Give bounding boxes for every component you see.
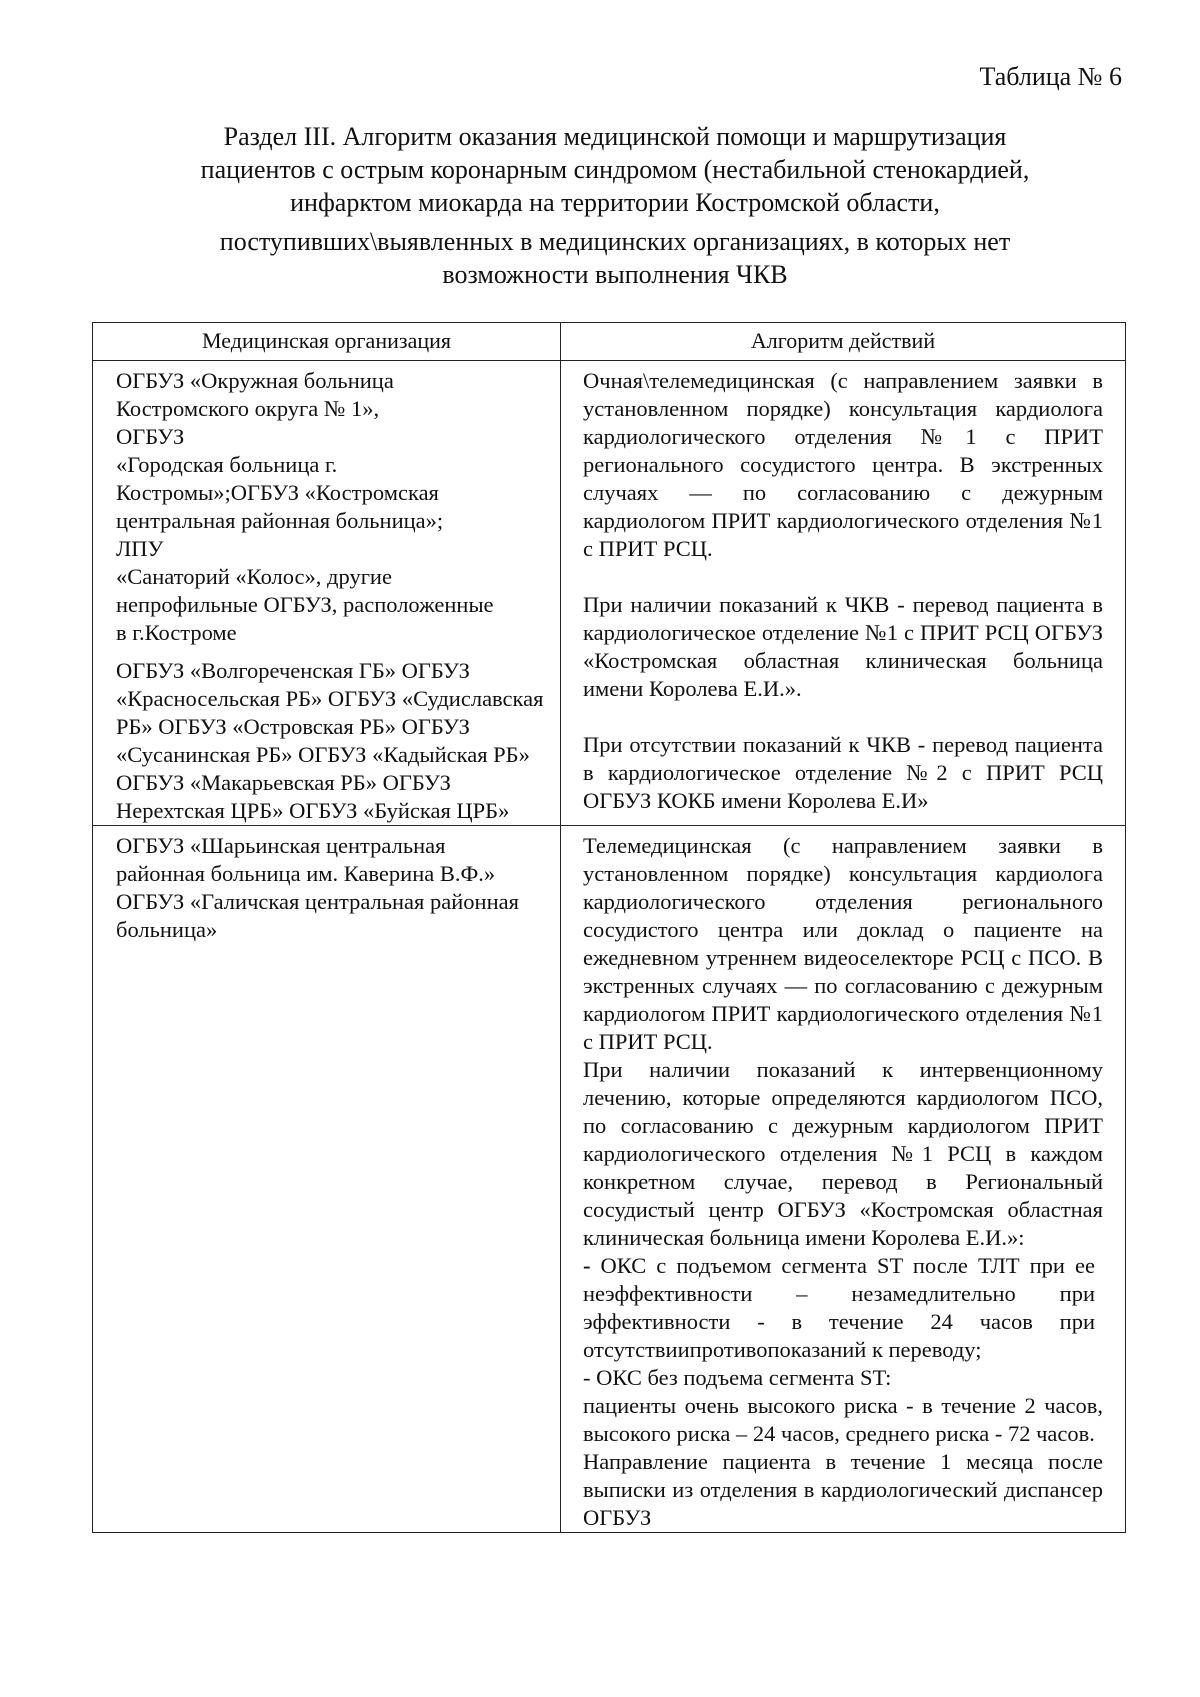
org-line: районная больница им. Каверина В.Ф.» bbox=[116, 861, 496, 886]
algorithm-paragraph: При наличии показаний к интервенционному лечению, которые определяются кардиологом ПСО, по согласованию с дежурным кардиологом ПРИТ кардиологического отделения №1 РСЦ в каждом конкретном случае, перевод в Региональный сосудистый центр ОГБУЗ «Костромская областная клиническая больница имени Королева Е.И.»: bbox=[583, 1057, 1103, 1250]
algorithm-cell bbox=[561, 826, 1126, 1533]
organization-cell bbox=[93, 361, 561, 826]
org-line: ОГБУЗ «Галичская центральная районная bbox=[116, 889, 519, 914]
algorithm-cell bbox=[561, 361, 1126, 826]
org-line: Костромы»;ОГБУЗ «Костромская bbox=[116, 480, 439, 505]
org-line: в г.Костроме bbox=[116, 620, 237, 645]
list-dash: - bbox=[583, 1253, 591, 1278]
org-group-text: ОГБУЗ «Волгореченская ГБ» ОГБУЗ «Красносельская РБ» ОГБУЗ «Судиславская РБ» ОГБУЗ «Островская РБ» ОГБУЗ «Сусанинская РБ» ОГБУЗ «Кадыйская РБ» ОГБУЗ «Макарьевская РБ» ОГБУЗ Нерехтская ЦРБ» ОГБУЗ «Буйская ЦРБ» bbox=[116, 658, 544, 823]
algorithm-paragraph: При отсутствии показаний к ЧКВ - перевод пациента в кардиологическое отделение №2 с ПРИТ РСЦ ОГБУЗ КОКБ имени Королева Е.И» bbox=[583, 732, 1103, 813]
org-line: центральная районная больница»; bbox=[116, 508, 444, 533]
title-line: пациентов с острым коронарным синдромом (нестабильной стенокардией, bbox=[200, 155, 1030, 184]
table-row bbox=[93, 826, 1126, 1533]
title-line: Раздел III. Алгоритм оказания медицинской помощи и маршрутизация bbox=[223, 122, 1007, 151]
org-line: ОГБУЗ bbox=[116, 424, 185, 449]
org-line: больница» bbox=[116, 917, 218, 942]
title-line: поступивших\выявленных в медицинских организациях, в которых нет bbox=[219, 227, 1011, 256]
table-number: Таблица № 6 bbox=[979, 62, 1122, 91]
routing-table bbox=[92, 322, 1126, 1533]
org-line: «Городская больница г. bbox=[116, 452, 338, 477]
algorithm-paragraph: Направление пациента в течение 1 месяца после выписки из отделения в кардиологический диспансер ОГБУЗ bbox=[583, 1449, 1103, 1530]
title-line: инфарктом миокарда на территории Костромской области, bbox=[290, 188, 940, 217]
column-header-organization: Медицинская организация bbox=[93, 323, 561, 361]
section-title bbox=[95, 120, 1135, 291]
algorithm-paragraph: Телемедицинская (с направлением заявки в установленном порядке) консультация кардиолога кардиологического отделения регионального сосудистого центра или доклад о пациенте на ежедневном утреннем видеоселекторе РСЦ с ПСО. В экстренных случаях — по согласованию с дежурным кардиологом ПРИТ кардиологического отделения №1 с ПРИТ РСЦ. bbox=[583, 833, 1103, 1054]
org-line: Костромского округа № 1», bbox=[116, 396, 380, 421]
org-line: ЛПУ bbox=[116, 536, 164, 561]
table-header-row bbox=[93, 323, 1126, 361]
algorithm-list-item: - ОКС без подъема сегмента ST: bbox=[583, 1365, 892, 1390]
org-line: непрофильные ОГБУЗ, расположенные bbox=[116, 592, 494, 617]
organization-cell bbox=[93, 826, 561, 1533]
title-line: возможности выполнения ЧКВ bbox=[442, 260, 788, 289]
list-item-text: ОКС с подъемом сегмента ST после ТЛТ при ее неэффективности – незамедлительно при эффективности - в течение 24 часов при отсутствиипротивопоказаний к переводу; bbox=[583, 1253, 1095, 1362]
column-header-algorithm: Алгоритм действий bbox=[561, 323, 1126, 361]
algorithm-paragraph: При наличии показаний к ЧКВ - перевод пациента в кардиологическое отделение №1 с ПРИТ РСЦ ОГБУЗ «Костромская областная клиническая больница имени Королева Е.И.». bbox=[583, 592, 1103, 701]
algorithm-list-item: пациенты очень высокого риска - в течение 2 часов, высокого риска – 24 часов, среднего риска - 72 часов. bbox=[583, 1393, 1103, 1446]
org-line: ОГБУЗ «Окружная больница bbox=[116, 368, 394, 393]
org-line: «Санаторий «Колос», другие bbox=[116, 564, 392, 589]
org-line: ОГБУЗ «Шарьинская центральная bbox=[116, 833, 446, 858]
table-row bbox=[93, 361, 1126, 826]
algorithm-paragraph: Очная\телемедицинская (с направлением заявки в установленном порядке) консультация кардиолога кардиологического отделения №1 с ПРИТ регионального сосудистого центра. В экстренных случаях — по согласованию с дежурным кардиологом ПРИТ кардиологического отделения №1 с ПРИТ РСЦ. bbox=[583, 368, 1103, 561]
algorithm-list-item bbox=[583, 1252, 1103, 1364]
